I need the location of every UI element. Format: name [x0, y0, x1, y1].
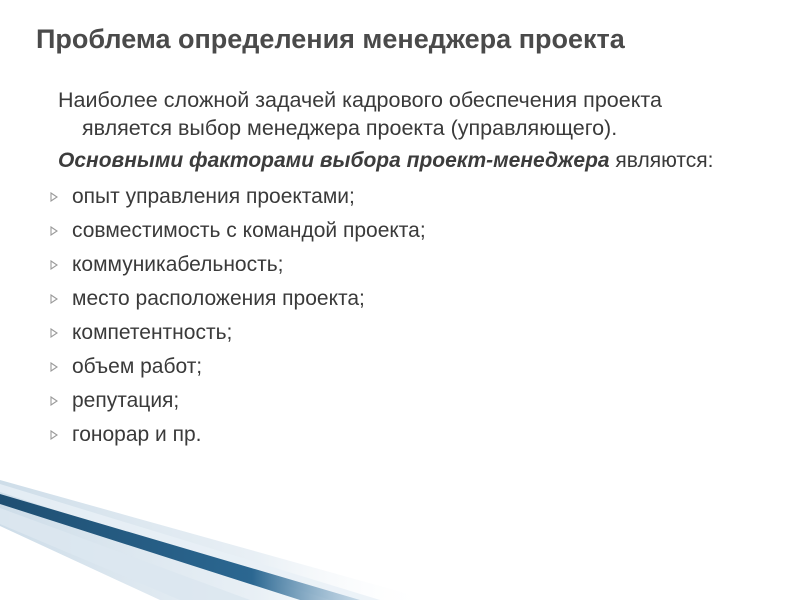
list-item-text: гонорар и пр.: [72, 423, 202, 446]
hollow-triangle-bullet-icon: [50, 328, 58, 338]
list-item-text: объем работ;: [72, 355, 203, 378]
factors-paragraph: [58, 147, 748, 175]
list-item: [50, 384, 748, 418]
list-item: [50, 180, 748, 214]
hollow-triangle-bullet-icon: [50, 430, 58, 440]
list-item: [50, 316, 748, 350]
list-item: [50, 248, 748, 282]
factors-emphasis: Основными факторами выбора проект-менеджера: [58, 149, 610, 172]
hollow-triangle-bullet-icon: [50, 362, 58, 372]
list-item-text: совместимость с командой проекта;: [72, 219, 426, 242]
list-item-text: компетентность;: [72, 321, 233, 344]
list-item-text: репутация;: [72, 389, 180, 412]
list-item: [50, 214, 748, 248]
intro-paragraph: Наиболее сложной задачей кадрового обеспечения проекта является выбор менеджера проекта (управляющего).: [58, 88, 662, 140]
factors-list: [50, 180, 748, 452]
list-item: [50, 282, 748, 316]
list-item: [50, 350, 748, 384]
hollow-triangle-bullet-icon: [50, 294, 58, 304]
decorative-swoosh: [0, 480, 800, 600]
hollow-triangle-bullet-icon: [50, 192, 58, 202]
hollow-triangle-bullet-icon: [50, 260, 58, 270]
slide-body: [58, 86, 748, 452]
slide-title: Проблема определения менеджера проекта: [36, 24, 625, 54]
hollow-triangle-bullet-icon: [50, 396, 58, 406]
list-item: [50, 418, 748, 452]
list-item-text: место расположения проекта;: [72, 287, 365, 310]
list-item-text: коммуникабельность;: [72, 253, 284, 276]
hollow-triangle-bullet-icon: [50, 226, 58, 236]
factors-tail: являются:: [609, 149, 714, 172]
list-item-text: опыт управления проектами;: [72, 185, 355, 208]
